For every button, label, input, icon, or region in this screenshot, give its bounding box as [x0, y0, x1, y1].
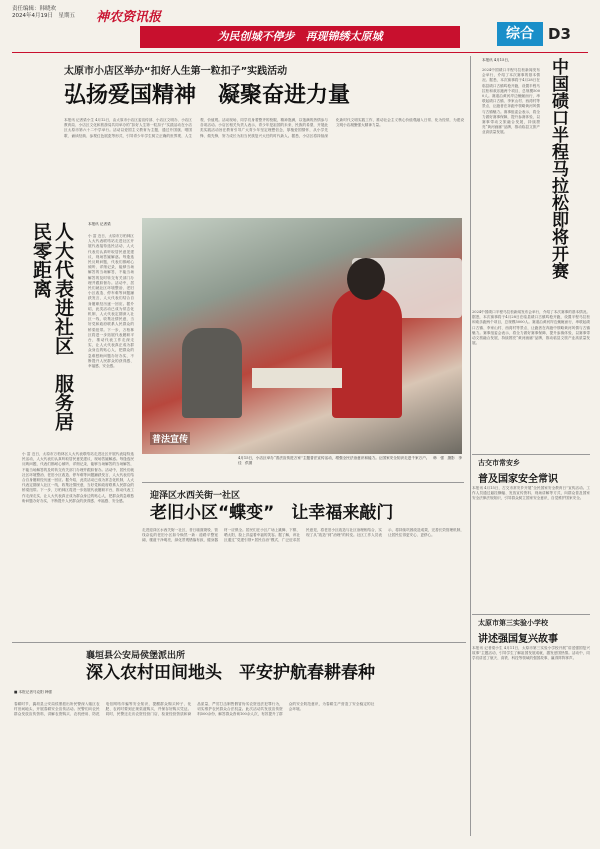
masthead: 神农资讯报 [96, 10, 162, 25]
header-rule [12, 52, 588, 53]
right-body-col2: 2024中国碛口半程马拉松新闻发布会举行，介绍了本次赛事的基本情况。据悉，本次赛事将于4月28日在临县碛口古镇鸣枪开跑，设置半程马拉松和欢乐跑两个项目，总规模5000人。赛道沿黄河岸边蜿蜒而行，串联起碛口古镇、李家山村、西湾村等景点，让跑者在奔跑中领略黄河风情与古镇魅力。赛事组委会表示，将全力做好赛事保障，提升参赛体验，以赛事带动文旅融合发展，持续擦亮“黄河画廊”品牌，推动临县文旅产业高质量发展。 [472, 310, 590, 346]
right-lower2-headline: 讲述强国复兴故事 [478, 634, 558, 645]
middle-headline: 老旧小区“蝶变” 让幸福来敲门 [150, 503, 394, 523]
editor-info [12, 6, 82, 20]
photo-label: 普法宣传 [150, 432, 190, 445]
right-lower2-kicker: 太原市第三实验小学校 [478, 619, 548, 627]
right-lower2-body: 本报讯 记者梁小生 4月11日，太原市第三实验小学校开展“讲述强国复兴故事”主题活动，引导学生了解祖国发展成就，激发爱国热情。活动中，同学们讲述了航天、高铁、科技等领域的强国故事，赢得阵阵掌声。 [472, 646, 590, 661]
right-body-col1: 2024中国碛口半程马拉松新闻发布会举行，介绍了本次赛事的基本情况。据悉，本次赛事将于4月28日在临县碛口古镇鸣枪开跑，设置半程马拉松和欢乐跑两个项目，总规模5000人。赛道沿黄河岸边蜿蜒而行，串联起碛口古镇、李家山村、西湾村等景点，让跑者在奔跑中领略黄河风情与古镇魅力。赛事组委会表示，将全力做好赛事保障，提升参赛体验，以赛事带动文旅融合发展，持续擦亮“黄河画廊”品牌，推动临县文旅产业高质量发展。 [482, 68, 540, 135]
page-number: D3 [548, 25, 571, 43]
main-kicker: 太原市小店区举办“扣好人生第一粒扣子”实践活动 [64, 66, 288, 77]
bottom-footer-note: ■ 本报记者马克阳 韩强 [14, 690, 53, 694]
middle-kicker: 迎泽区水西关街一社区 [150, 491, 241, 501]
right-vertical-title: 中国碛口半程马拉松即将开赛 [548, 58, 568, 279]
bottom-kicker: 襄垣县公安局侯堡派出所 [86, 651, 186, 661]
resident-figure [182, 328, 242, 418]
right-divider [470, 56, 471, 836]
main-body: 本报讯 记者梁小生 4月12日，由太原市小店区委宣传部、小店区文明办、小店区教育局、小店区文化和旅游局共同举办的“扣好人生第一粒扣子”实践活动在小店区太原市第六十二中学举行。活动以爱国主义教育为主题，通过升国旗、唱国歌、诵读经典、参观红色展览等形式，引导青少年学生树立正确的世界观、人生观、价值观。活动现场，同学们身着整齐的校服，精神饱满，以饱满的热情参与各项活动。小店区相关负责人表示，青少年是祖国的未来、民族的希望，开展此类实践活动旨在教育引导广大青少年坚定理想信念，厚植爱国情怀，从小学先锋、做先锋，努力成长为担当民族复兴大任的时代新人。据悉，小店区将持续深化新时代文明实践工作，推动社会主义核心价值观融入日常、化为经常，为建设文明小店凝聚强大精神力量。 [64, 118, 464, 138]
right-lower1-body: 本报讯 4月15日，古交市常安乡开展“全民国家安全教育日”宣传活动。工作人员通过悬挂横幅、发放宣传资料、现场讲解等方式，向群众普及国家安全法律法规知识，引导群众树立国家安全意识，自觉维护国家安全。 [472, 486, 590, 501]
volunteer-figure [332, 288, 402, 418]
right-lower-rule2 [472, 614, 590, 615]
left-vertical-title: 人大代表进社区 服务居民零距离 [30, 222, 74, 431]
pamphlet-shape [252, 368, 342, 388]
left-body-col1: 小 富 近日，太原市万柏林区人大代表联络站走进社区开展代表接待选民活动，人大代表们认真听取居民意见建议，现场答疑解惑。每逢选民反映问题，代表们都耐心倾听、详细记录，能够当场解答的当场解答，不能当场解答的及时转交有关部门办理并跟踪督办。活动中，居民们就社区环境整治、老旧小区改造、停车难等问题踊跃发言，人大代表们结合自身履职经历逐一回应。据介绍，此类活动已成为常态化机制，人大代表定期深入社区一线，收集社情民意，当好党和政府联系人民群众的桥梁纽带。下一步，万柏林区将进一步拓展代表履职平台，推动代表工作走深走实，让人大代表真正成为群众身边的贴心人，把群众的急难愁盼问题办好办实，不断提升人民群众的获得感、幸福感、安全感。 [88, 234, 134, 369]
bottom-rule [12, 642, 466, 643]
left-byline: 本报讯 记者梁 [88, 222, 111, 226]
right-lower1-headline: 普及国家安全常识 [478, 474, 558, 485]
right-lower1-kicker: 古交市常安乡 [478, 459, 520, 467]
bottom-headline: 深入农村田间地头 平安护航春耕春种 [86, 663, 375, 683]
photo-volunteers [142, 218, 462, 454]
section-label: 综合 [497, 22, 543, 46]
editor-line: 责任编辑：韩晓欢 [12, 6, 57, 12]
main-headline: 弘扬爱国精神 凝聚奋进力量 [64, 83, 351, 108]
left-body-col2: 小 富 近日，太原市万柏林区人大代表联络站走进社区开展代表接待选民活动，人大代表们认真听取居民意见建议，现场答疑解惑。每逢选民反映问题，代表们都耐心倾听、详细记录，能够当场解答的当场解答，不能当场解答的及时转交有关部门办理并跟踪督办。活动中，居民们就社区环境整治、老旧小区改造、停车难等问题踊跃发言，人大代表们结合自身履职经历逐一回应。据介绍，此类活动已成为常态化机制，人大代表定期深入社区一线，收集社情民意，当好党和政府联系人民群众的桥梁纽带。下一步，万柏林区将进一步拓展代表履职平台，推动代表工作走深走实，让人大代表真正成为群众身边的贴心人，把群众的急难愁盼问题办好办实，不断提升人民群众的获得感、幸福感、安全感。 [22, 452, 134, 503]
date-line: 2024年4月19日 星期五 [12, 13, 75, 19]
right-byline: 本报讯 4月15日， [482, 58, 512, 62]
right-lower-rule1 [472, 454, 590, 455]
photo-caption: 4月15日，小店区举办“普法宣传进万家”主题普法宣传活动，增强全民法治意识和能力。让国家安全知识走进千家万户。 韩 强 摄影 李佳 供图 [238, 456, 462, 466]
middle-body: 走进迎泽区水西关街一社区，昔日墙面斑驳、管线杂乱的老旧小区如今焕然一新：道路平整宽阔，楼道干净明亮，绿化景观错落有致，健身器材一应俱全。居民们在小区广场上跳舞、下棋、晒太阳，脸上洋溢着幸福的笑容。据了解，该社区通过“党建引领+居民自治”模式，广泛征求居民意见，将老旧小区改造与社区治理相结合，实现了从“改造”到“治理”的转变。社区工作人员表示，将持续巩固改造成果，完善长效管理机制，让居民住得更安心、更舒心。 [142, 528, 464, 543]
bottom-body: 春耕时节，襄垣县公安局侯堡派出所民警深入辖区农村田间地头，开展春耕安全宣传活动。民警们向农民群众发放宣传资料，讲解农资购买、农机使用、防范电信网络诈骗等安全知识，提醒群众购买种子、化肥、农药时要到正规渠道购买，并保存好购买凭证。同时，民警还走访农资经营门店，检查经营资质和商品质量，严厉打击制售假冒伪劣农资违法犯罪行为，切实维护农民群众合法权益。此次活动共发放宣传资料500余份，解答群众咨询100余人次，有效提升了群众的安全防范意识，为春耕生产营造了安全稳定的社会环境。 [14, 702, 375, 717]
middle-rule [142, 482, 464, 483]
slogan-banner: 为民创城不停步 再现锦绣太原城 [140, 26, 460, 48]
volunteer-head [347, 258, 385, 300]
